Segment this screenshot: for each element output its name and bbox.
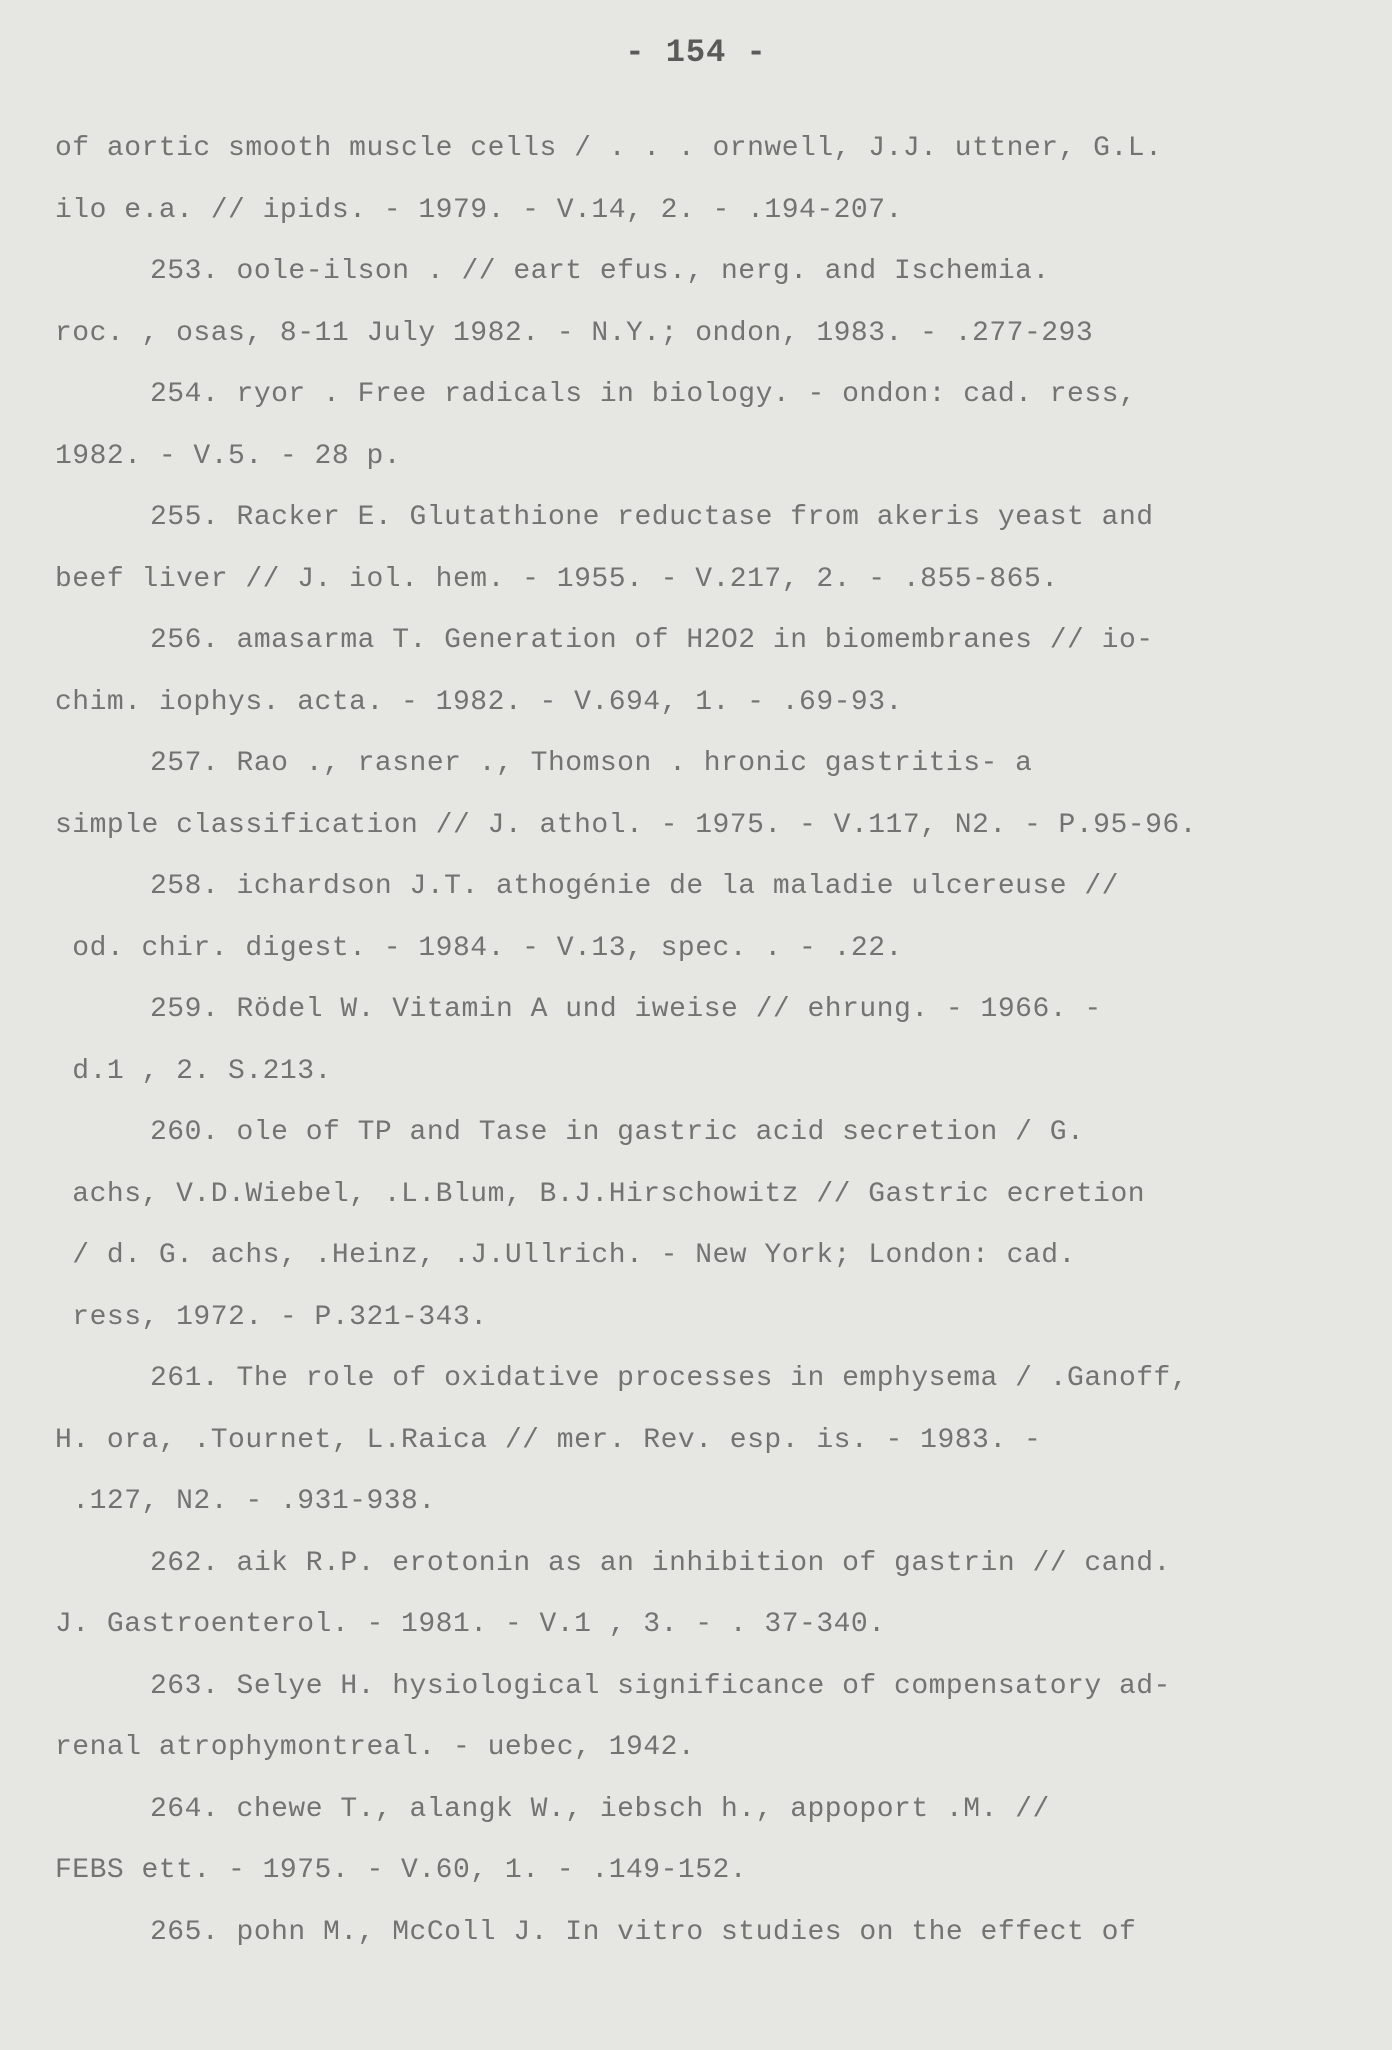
reference-entry-line: achs, V.D.Wiebel, .L.Blum, B.J.Hirschowitz // Gastric ecretion xyxy=(55,1178,1146,1210)
reference-entry-line: chim. iophys. acta. - 1982. - V.694, 1. - .69-93. xyxy=(55,686,903,718)
reference-entry-line: of aortic smooth muscle cells / . . . ornwell, J.J. uttner, G.L. xyxy=(55,133,1163,164)
reference-entry-line: simple classification // J. athol. - 1975. - V.117, N2. - P.95-96. xyxy=(55,809,1197,841)
reference-entry-line: H. ora, .Tournet, L.Raica // mer. Rev. esp. is. - 1983. - xyxy=(55,1424,1042,1456)
reference-entry-first-line: 253. oole-ilson . // eart efus., nerg. and Ischemia. xyxy=(150,256,1050,287)
reference-entry-line: roc. , osas, 8-11 July 1982. - N.Y.; ondon, 1983. - .277-293 xyxy=(55,317,1094,349)
reference-entry-first-line: 265. pohn M., McColl J. In vitro studies on the effect of xyxy=(150,1916,1137,1948)
reference-entry-line: FEBS ett. - 1975. - V.60, 1. - .149-152. xyxy=(55,1855,748,1886)
reference-entry-line: beef liver // J. iol. hem. - 1955. - V.217, 2. - .855-865. xyxy=(55,563,1059,595)
reference-list xyxy=(55,118,1345,1963)
reference-entry-first-line: 261. The role of oxidative processes in emphysema / .Ganoff, xyxy=(150,1363,1189,1394)
reference-entry-first-line: 264. chewe T., alangk W., iebsch h., appoport .M. // xyxy=(150,1793,1050,1825)
reference-entry-first-line: 256. amasarma T. Generation of H2O2 in biomembranes // io- xyxy=(150,625,1154,656)
reference-entry-first-line: 254. ryor . Free radicals in biology. - ondon: cad. ress, xyxy=(150,379,1137,410)
reference-entry-first-line: 259. Rödel W. Vitamin A und iweise // ehrung. - 1966. - xyxy=(150,994,1102,1025)
reference-entry-line: renal atrophymontreal. - uebec, 1942. xyxy=(55,1732,696,1763)
reference-entry-line: od. chir. digest. - 1984. - V.13, spec. . - .22. xyxy=(55,932,903,964)
reference-entry-first-line: 263. Selye H. hysiological significance of compensatory ad- xyxy=(150,1670,1171,1702)
reference-entry-line: ress, 1972. - P.321-343. xyxy=(55,1301,488,1333)
reference-entry-line: 1982. - V.5. - 28 p. xyxy=(55,440,402,472)
reference-entry-line: / d. G. achs, .Heinz, .J.Ullrich. - New York; London: cad. xyxy=(55,1240,1076,1271)
reference-entry-line: .127, N2. - .931-938. xyxy=(55,1486,436,1517)
reference-entry-first-line: 258. ichardson J.T. athogénie de la maladie ulcereuse // xyxy=(150,871,1119,902)
reference-entry-line: J. Gastroenterol. - 1981. - V.1 , 3. - . 37-340. xyxy=(55,1609,886,1640)
reference-entry-first-line: 262. aik R.P. erotonin as an inhibition of gastrin // cand. xyxy=(150,1547,1171,1579)
page-number: - 154 - xyxy=(625,34,767,71)
reference-entry-first-line: 260. ole of TP and Tase in gastric acid secretion / G. xyxy=(150,1117,1085,1148)
reference-entry-line: ilo e.a. // ipids. - 1979. - V.14, 2. - .194-207. xyxy=(55,194,903,226)
reference-entry-line: d.1 , 2. S.213. xyxy=(55,1055,332,1087)
reference-entry-first-line: 257. Rao ., rasner ., Thomson . hronic gastritis- a xyxy=(150,748,1033,779)
reference-entry-first-line: 255. Racker E. Glutathione reductase from akeris yeast and xyxy=(150,502,1154,533)
